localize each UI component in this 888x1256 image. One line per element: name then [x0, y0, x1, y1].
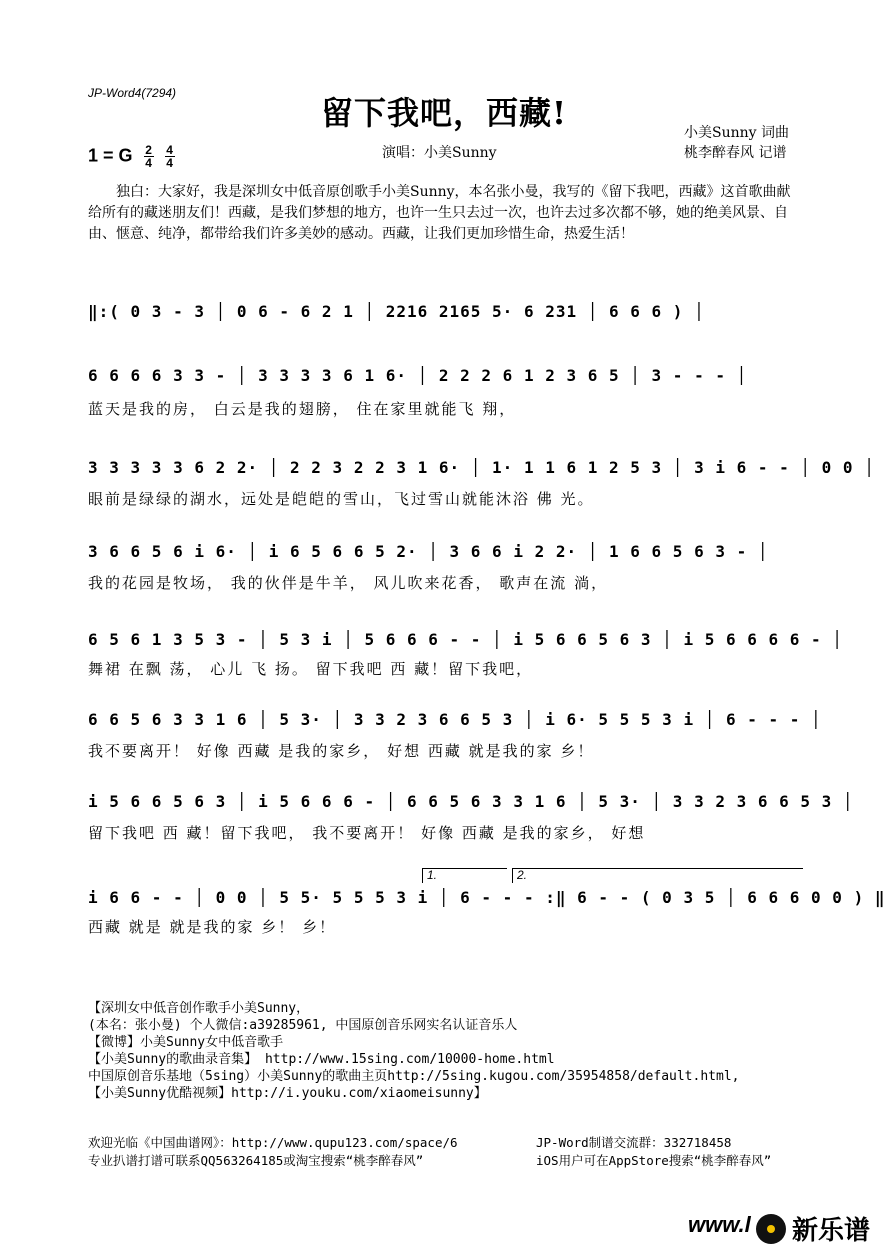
score-line-5-notes: 6 5 6 1 3 5 3 - │ 5 3 i │ 5 6 6 6 - - │ i 5 6 6 5 6 3 │ i 5 6 6 6 6 - │	[88, 630, 843, 649]
score-line-1-notes: ‖:( 0 3 - 3 │ 0 6 - 6 2 1 │ 2216 2165 5· 6 231 │ 6 6 6 ) │	[88, 302, 705, 321]
key-signature	[88, 144, 175, 169]
volta-second-ending: 2.	[512, 868, 803, 883]
score-line-6-notes: 6 6 5 6 3 3 1 6 │ 5 3· │ 3 3 2 3 6 6 5 3 │ i 6· 5 5 5 3 i │ 6 - - - │	[88, 710, 822, 729]
score-line-3-lyrics: 眼前是绿绿的湖水，远处是皑皑的雪山，飞过雪山就能沐浴 佛 光。	[88, 490, 595, 508]
footer-artist-info	[88, 1000, 739, 1102]
footer-info-line: 【深圳女中低音创作歌手小美Sunny，	[88, 1001, 310, 1016]
logo-name: 新乐谱	[792, 1216, 871, 1246]
footer-info-line: 中国原创音乐基地（5sing）小美Sunny的歌曲主页http://5sing.kugou.com/35954858/default.html,	[88, 1069, 740, 1084]
score-line-4-lyrics: 我的花园是牧场， 我的伙伴是牛羊， 风儿吹来花香， 歌声在流 淌，	[88, 574, 609, 592]
footer-left-line: 专业扒谱打谱可联系QQ563264185或淘宝搜索“桃李醉春风”	[88, 1153, 424, 1168]
time-signature-2: $\frac{4}{4}$	[166, 143, 173, 170]
score-line-8-lyrics: 西藏 就是 就是我的家 乡！ 乡！	[88, 918, 337, 936]
footer-website-info	[88, 1134, 458, 1170]
score-line-4-notes: 3 6 6 5 6 i 6· │ i 6 5 6 6 5 2· │ 3 6 6 i 2 2· │ 1 6 6 5 6 3 - │	[88, 542, 769, 561]
score-credit: 桃李醉春风 记谱	[684, 145, 787, 161]
record-disc-icon	[756, 1214, 786, 1244]
song-title: 留下我吧，西藏!	[320, 94, 568, 132]
intro-monologue: 独白：大家好，我是深圳女中低音原创歌手小美Sunny，本名张小曼，我写的《留下我吧，西藏》这首歌曲献给所有的藏迷朋友们！西藏，是我们梦想的地方，也许一生只去过一次，也许去过多次都不够，她的绝美风景、自由、惬意、纯净，都带给我们许多美妙的感动。西藏，让我们更加珍惜生命，热爱生活！	[88, 184, 791, 242]
footer-info-line: (本名：张小曼) 个人微信:a39285961, 中国原创音乐网实名认证音乐人	[88, 1018, 518, 1033]
singer-credit: 演唱：小美Sunny	[382, 145, 497, 161]
logo-url-prefix: www.l	[688, 1212, 751, 1237]
footer-info-line: 【小美Sunny优酷视频】http://i.youku.com/xiaomeisunny】	[88, 1086, 487, 1101]
lyrics-credit: 小美Sunny 词曲	[684, 125, 789, 141]
score-line-8-notes: i 6 6 - - │ 0 0 │ 5 5· 5 5 5 3 i │ 6 - - - :‖ 6 - - ( 0 3 5 │ 6 6 6 0 0 ) ‖	[88, 888, 886, 907]
score-line-2-notes: 6 6 6 6 3 3 - │ 3 3 3 3 6 1 6· │ 2 2 2 6 1 2 3 6 5 │ 3 - - - │	[88, 366, 748, 385]
score-line-3-notes: 3 3 3 3 3 6 2 2· │ 2 2 3 2 2 3 1 6· │ 1· 1 1 6 1 2 5 3 │ 3 i 6 - - │ 0 0 │	[88, 458, 875, 477]
score-line-7-notes: i 5 6 6 5 6 3 │ i 5 6 6 6 - │ 6 6 5 6 3 3 1 6 │ 5 3· │ 3 3 2 3 6 6 5 3 │	[88, 792, 854, 811]
footer-info-line: 【微博】小美Sunny女中低音歌手	[88, 1035, 284, 1050]
footer-group-info	[536, 1134, 771, 1170]
score-line-2-lyrics: 蓝天是我的房， 白云是我的翅膀， 住在家里就能飞 翔，	[88, 400, 517, 418]
footer-info-line: 【小美Sunny的歌曲录音集】 http://www.15sing.com/10000-home.html	[88, 1052, 555, 1067]
score-line-5-lyrics: 舞裙 在飘 荡， 心儿 飞 扬。 留下我吧 西 藏！留下我吧，	[88, 660, 534, 678]
footer-left-line: 欢迎光临《中国曲谱网》：http://www.qupu123.com/space/6	[88, 1135, 458, 1150]
time-signature-1: $\frac{2}{4}$	[145, 143, 152, 170]
score-code: JP-Word4(7294)	[88, 86, 177, 100]
score-line-6-lyrics: 我不要离开！ 好像 西藏 是我的家乡， 好想 西藏 就是我的家 乡！	[88, 742, 595, 760]
volta-first-ending: 1.	[422, 868, 507, 883]
footer-right-line: JP-Word制谱交流群：332718458	[536, 1135, 732, 1150]
footer-right-line: iOS用户可在AppStore搜索“桃李醉春风”	[536, 1153, 772, 1168]
score-line-7-lyrics: 留下我吧 西 藏！留下我吧， 我不要离开！ 好像 西藏 是我的家乡， 好想	[88, 824, 646, 842]
key-label: 1 = G	[88, 145, 133, 166]
